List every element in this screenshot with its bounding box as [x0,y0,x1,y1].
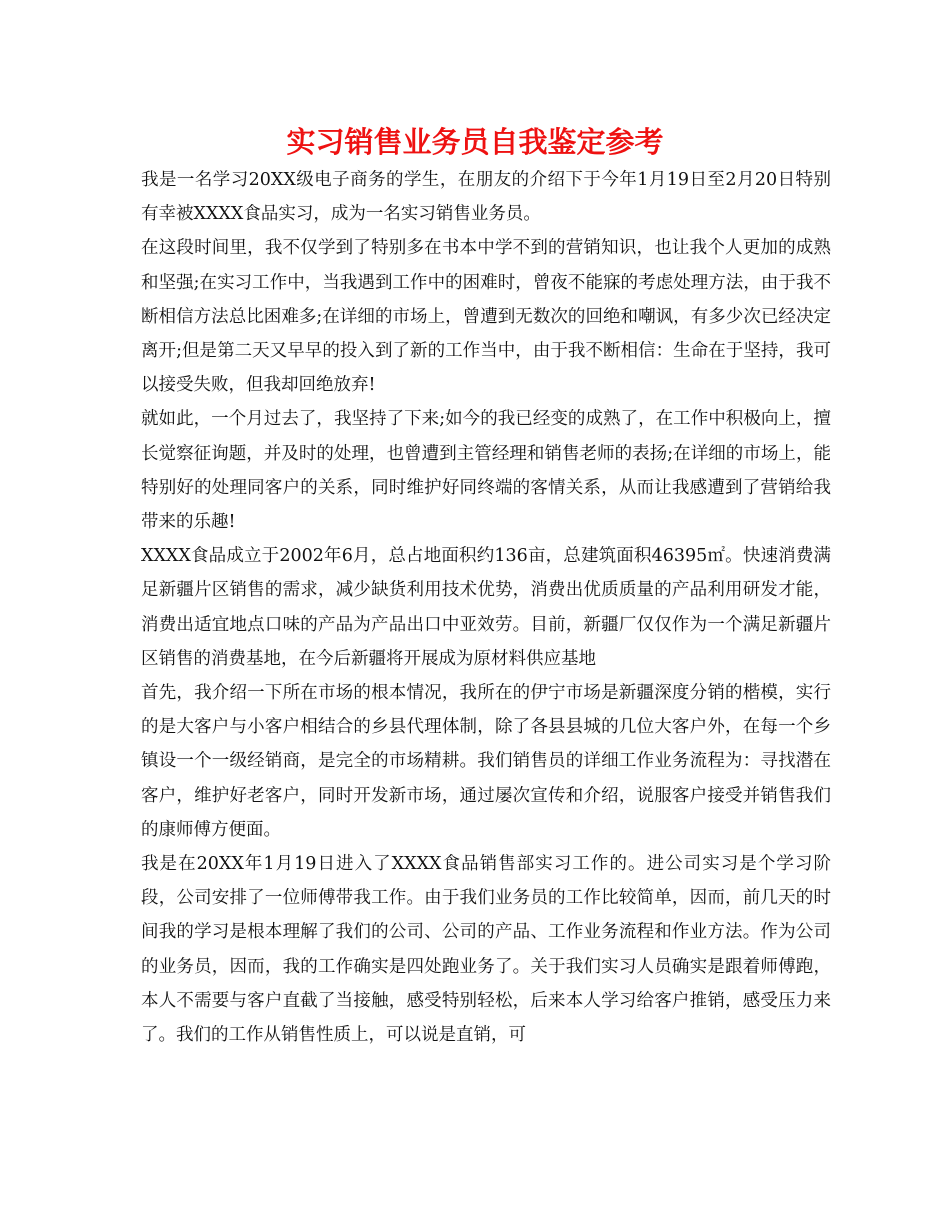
paragraph-3: 就如此，一个月过去了，我坚持了下来;如今的我已经变的成熟了，在工作中积极向上，擅长觉察征询题，并及时的处理，也曾遭到主管经理和销售老师的表扬;在详细的市场上，能特别好的处理同客户的关系，同时维护好同终端的客情关系，从而让我感遭到了营销给我带来的乐趣! [141,409,831,533]
paragraph-2: 在这段时间里，我不仅学到了特别多在书本中学不到的营销知识，也让我个人更加的成熟和坚强;在实习工作中，当我遇到工作中的困难时，曾夜不能寐的考虑处理方法，由于我不断相信方法总比困难多;在详细的市场上，曾遭到无数次的回绝和嘲讽，有多少次已经决定离开;但是第二天又早早的投入到了新的工作当中，由于我不断相信：生命在于坚持，我可以接受失败，但我却回绝放弃! [141,238,831,396]
paragraph-1: 我是一名学习20XX级电子商务的学生，在朋友的介绍下于今年1月19日至2月20日特别有幸被XXXX食品实习，成为一名实习销售业务员。 [141,170,831,225]
document-body [141,163,831,1052]
paragraph-6: 我是在20XX年1月19日进入了XXXX食品销售部实习工作的。进公司实习是个学习阶段，公司安排了一位师傅带我工作。由于我们业务员的工作比较简单，因而，前几天的时间我的学习是根本理解了我们的公司、公司的产品、工作业务流程和作业方法。作为公司的业务员，因而，我的工作确实是四处跑业务了。关于我们实习人员确实是跟着师傅跑，本人不需要与客户直截了当接触，感受特别轻松，后来本人学习给客户推销，感受压力来了。我们的工作从销售性质上，可以说是直销，可 [141,854,831,1046]
paragraph-5: 首先，我介绍一下所在市场的根本情况，我所在的伊宁市场是新疆深度分销的楷模，实行的是大客户与小客户相结合的乡县代理体制，除了各县县城的几位大客户外，在每一个乡镇设一个一级经销商，是完全的市场精耕。我们销售员的详细工作业务流程为：寻找潜在客户，维护好老客户，同时开发新市场，通过屡次宣传和介绍，说服客户接受并销售我们的康师傅方便面。 [141,683,831,840]
paragraph-4: XXXX食品成立于2002年6月，总占地面积约136亩，总建筑面积46395㎡。快速消费满足新疆片区销售的需求，减少缺货利用技术优势，消费出优质质量的产品利用研发才能，消费出适宜地点口味的产品为产品出口中亚效劳。目前，新疆厂仅仅作为一个满足新疆片区销售的消费基地，在今后新疆将开展成为原材料供应基地 [141,546,831,669]
document-title: 实习销售业务员自我鉴定参考 [286,125,664,159]
